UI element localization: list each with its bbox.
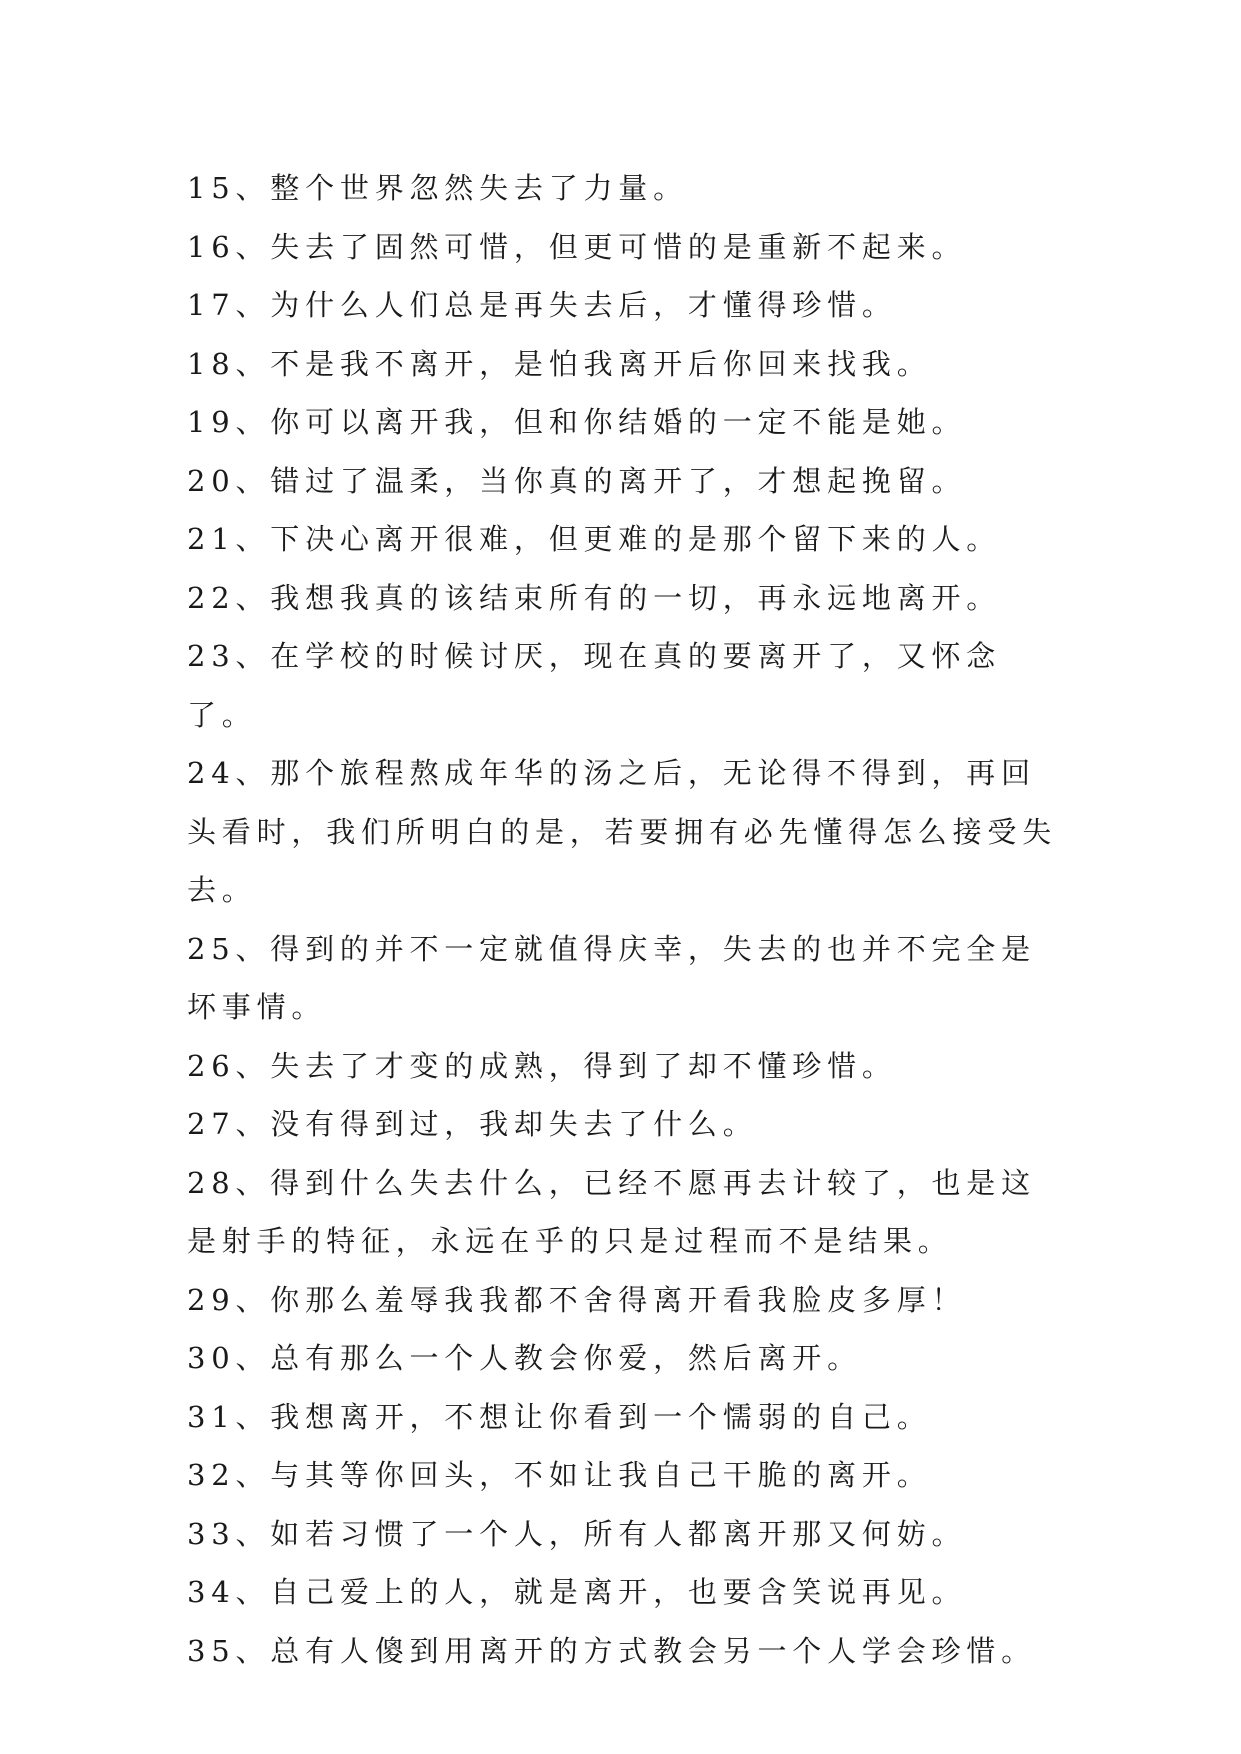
quote-list [187, 159, 1067, 1680]
list-item: 23、在学校的时候讨厌，现在真的要离开了，又怀念了。 [187, 639, 1002, 732]
list-item: 17、为什么人们总是再失去后，才懂得珍惜。 [187, 288, 897, 322]
list-item: 25、得到的并不一定就值得庆幸，失去的也并不完全是坏事情。 [187, 931, 1036, 1024]
list-item: 21、下决心离开很难，但更难的是那个留下来的人。 [187, 522, 1002, 556]
list-item: 35、总有人傻到用离开的方式教会另一个人学会珍惜。 [187, 1633, 1036, 1668]
list-item: 20、错过了温柔，当你真的离开了，才想起挽留。 [187, 463, 967, 498]
list-item: 33、如若习惯了一个人，所有人都离开那又何妨。 [187, 1516, 967, 1551]
list-item: 18、不是我不离开，是怕我离开后你回来找我。 [187, 346, 932, 381]
list-item: 15、整个世界忽然失去了力量。 [187, 171, 688, 205]
list-item: 19、你可以离开我，但和你结婚的一定不能是她。 [187, 405, 967, 439]
list-item: 32、与其等你回头，不如让我自己干脆的离开。 [187, 1458, 932, 1492]
list-item: 29、你那么羞辱我我都不舍得离开看我脸皮多厚！ [187, 1282, 967, 1317]
list-item: 26、失去了才变的成熟，得到了却不懂珍惜。 [187, 1048, 897, 1083]
list-item: 22、我想我真的该结束所有的一切，再永远地离开。 [187, 580, 1002, 615]
list-item: 30、总有那么一个人教会你爱，然后离开。 [187, 1341, 862, 1375]
list-item: 24、那个旅程熬成年华的汤之后，无论得不得到，再回头看时，我们所明白的是，若要拥有必先懂得怎么接受失去。 [187, 756, 1058, 907]
list-item: 31、我想离开，不想让你看到一个懦弱的自己。 [187, 1399, 932, 1434]
list-item: 34、自己爱上的人，就是离开，也要含笑说再见。 [187, 1575, 967, 1609]
list-item: 16、失去了固然可惜，但更可惜的是重新不起来。 [187, 229, 967, 264]
list-item: 28、得到什么失去什么，已经不愿再去计较了，也是这是射手的特征，永远在乎的只是过程而不是结果。 [187, 1165, 1036, 1258]
list-item: 27、没有得到过，我却失去了什么。 [187, 1107, 758, 1141]
